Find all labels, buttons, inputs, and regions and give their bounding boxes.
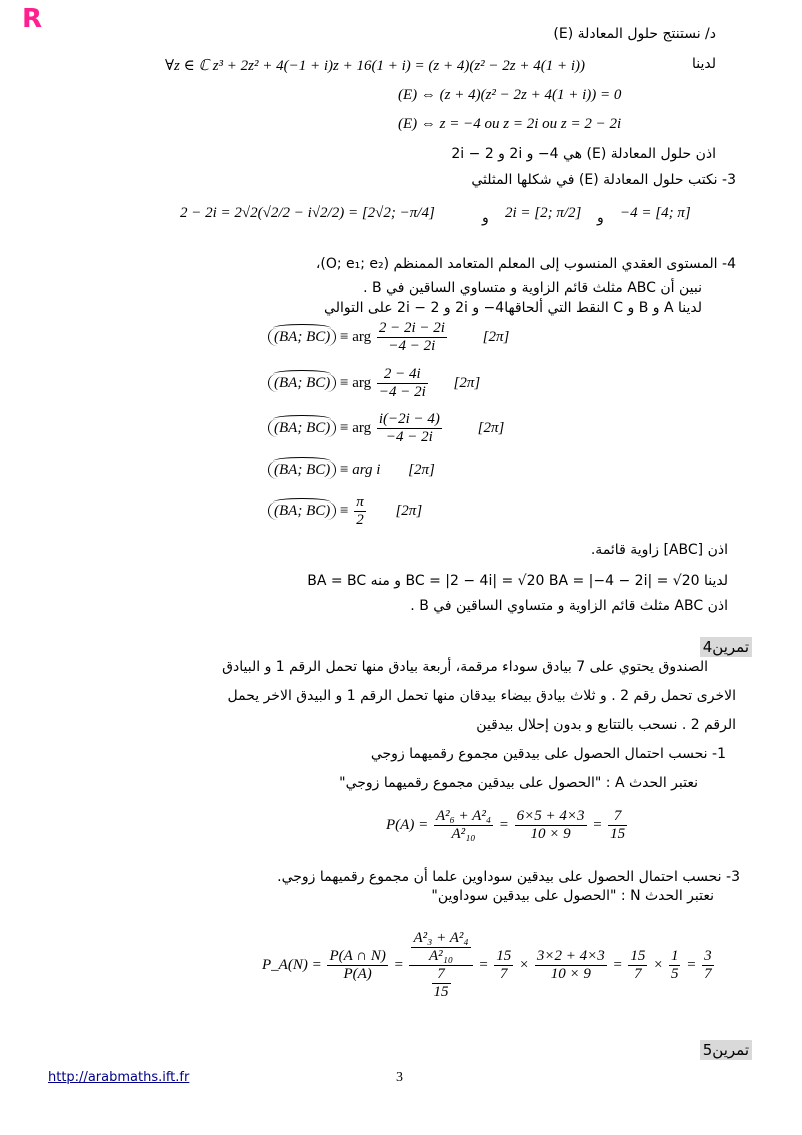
fraction: $\frac{\text{A²₆ + A²₄}}{\text{A²₁₀}}$ bbox=[435, 808, 492, 842]
fraction: $\frac{3}{7}$ bbox=[704, 948, 712, 982]
times: × bbox=[518, 956, 530, 973]
angle-row-2 bbox=[268, 366, 480, 401]
angle-label: (BA; BC) bbox=[268, 419, 336, 437]
exercise5-title: تمرين5 bbox=[700, 1040, 752, 1060]
section-d-heading: د/ نستنتج حلول المعادلة (E) bbox=[553, 26, 716, 42]
pa-lhs: P(A) = bbox=[386, 816, 429, 833]
fraction: $\frac{i(-2i - 4)}{-4 - 2i}$ bbox=[378, 411, 440, 445]
ex4-event-n: نعتبر الحدث N : "الحصول على بيدقين سوداوين" bbox=[431, 888, 714, 904]
arg-i: arg i bbox=[352, 462, 381, 478]
angle-row-1 bbox=[268, 320, 509, 355]
equals: = bbox=[393, 956, 404, 973]
trig-form-eq3: −4 = [4; π] bbox=[620, 205, 691, 221]
modulo: [2π] bbox=[408, 462, 435, 478]
conditional-prob-formula bbox=[262, 930, 716, 1001]
right-angle-statement: اذن [ABC] زاوية قائمة. bbox=[590, 542, 728, 558]
equation-equivalence-2: (E) ⇔ z = −4 ou z = 2i ou z = 2 − 2i bbox=[398, 116, 622, 132]
prob-a-formula bbox=[386, 808, 629, 843]
arg-sign: ≡ arg bbox=[339, 374, 372, 391]
section-d-prefix: لدينا bbox=[691, 56, 716, 72]
ex4-question-1: 1- نحسب احتمال الحصول على بيدقين مجموع رقميهما زوجي bbox=[370, 746, 726, 762]
conj-1: و bbox=[482, 210, 489, 226]
fraction: $\frac{\text{A²₃ + A²₄}}{\text{A²₁₀}}$ bbox=[413, 930, 469, 964]
ex4-paragraph-2: الاخرى تحمل رقم 2 . و ثلاث بيادق بيضاء بيدقان منها تحمل الرقم 1 و البيدق الاخر يحمل bbox=[227, 688, 736, 704]
congruent-sign: ≡ bbox=[339, 462, 349, 478]
compound-fraction bbox=[409, 930, 472, 1001]
fraction: $\frac{1}{5}$ bbox=[670, 948, 679, 982]
angle-row-5 bbox=[268, 494, 422, 529]
fraction: $\frac{7}{15}$ bbox=[433, 966, 449, 1000]
modulo: [2π] bbox=[477, 419, 505, 436]
logo: R bbox=[22, 4, 43, 34]
trig-form-eq2: 2i = [2; π/2] bbox=[505, 205, 582, 221]
item3-heading: 3- نكتب حلول المعادلة (E) في شكلها المثلثي bbox=[471, 172, 736, 188]
item4-points: لدينا A و B و C النقط التي ألحاقها4− و 2i و 2 − 2i على التوالي bbox=[324, 300, 702, 316]
equals: = bbox=[592, 816, 603, 833]
item4-conclusion: اذن ABC مثلث قائم الزاوية و متساوي الساقين في B . bbox=[410, 598, 728, 614]
solutions-statement: اذن حلول المعادلة (E) هي 4− و 2i و 2 − 2i bbox=[451, 146, 716, 162]
ex4-question-3: 3- نحسب احتمال الحصول على بيدقين سوداوين علما أن مجموع رقميهما زوجي. bbox=[277, 869, 740, 885]
item4-heading: 4- المستوى العقدي المنسوب إلى المعلم المتعامد الممنظم (O; e₁; e₂)، bbox=[315, 256, 736, 272]
ex4-event-a: نعتبر الحدث A : "الحصول على بيدقين مجموع رقميهما زوجي" bbox=[339, 775, 698, 791]
modulo: [2π] bbox=[482, 328, 510, 345]
fraction: $\frac{15}{7}$ bbox=[496, 948, 512, 982]
modulo: [2π] bbox=[395, 502, 423, 519]
fraction: $\frac{\pi}{2}$ bbox=[356, 494, 364, 528]
footer-link[interactable]: http://arabmaths.ift.fr bbox=[48, 1070, 190, 1085]
fraction: $\frac{15}{7}$ bbox=[630, 948, 646, 982]
angle-label: (BA; BC) bbox=[268, 461, 336, 479]
ex4-paragraph-3: الرقم 2 . نسحب بالتتابع و بدون إحلال بيدقين bbox=[476, 717, 736, 733]
fraction: $\frac{7}{15}$ bbox=[610, 808, 626, 842]
fraction: $\frac{2 - 4i}{-4 - 2i}$ bbox=[378, 366, 426, 400]
pn-lhs: P_A(N) = bbox=[262, 956, 322, 973]
exercise4-title: تمرين4 bbox=[700, 637, 752, 657]
arg-sign: ≡ arg bbox=[339, 419, 372, 436]
equation-equivalence-1: (E) ⇔ (z + 4)(z² − 2z + 4(1 + i)) = 0 bbox=[398, 87, 622, 103]
fraction: $\frac{6\times 5 + 4\times 3}{10 \times 9}$ bbox=[516, 808, 585, 842]
trig-form-eq1: 2 − 2i = 2√2(√2/2 − i√2/2) = [2√2; −π/4] bbox=[180, 205, 435, 221]
angle-row-3 bbox=[268, 411, 504, 446]
item4-goal: نبين أن ABC مثلث قائم الزاوية و متساوي الساقين في B . bbox=[363, 280, 702, 296]
lengths-line: لدينا BC = |2 − 4i| = √20 BA = |−4 − 2i| = √20 و منه BA = BC bbox=[307, 573, 728, 589]
times: × bbox=[653, 956, 664, 973]
angle-label: (BA; BC) bbox=[268, 502, 336, 520]
equals: = bbox=[612, 956, 623, 973]
arg-sign: ≡ arg bbox=[339, 328, 372, 345]
polynomial-identity: ∀z ∈ ℂ z³ + 2z² + 4(−1 + i)z + 16(1 + i) = (z + 4)(z² − 2z + 4(1 + i)) bbox=[165, 58, 586, 74]
fraction: $\frac{3\times 2 + 4\times 3}{10 \times 9}$ bbox=[536, 948, 605, 982]
conj-2: و bbox=[597, 210, 604, 226]
fraction: $\frac{P(A \cap N)}{P(A)}$ bbox=[329, 948, 386, 982]
ex4-paragraph-1: الصندوق يحتوي على 7 بيادق سوداء مرقمة، أربعة بيادق منها تحمل الرقم 1 و البيادق bbox=[222, 659, 708, 675]
angle-label: (BA; BC) bbox=[268, 328, 336, 346]
page-number: 3 bbox=[396, 1070, 403, 1085]
modulo: [2π] bbox=[453, 374, 481, 391]
equals: = bbox=[498, 816, 509, 833]
angle-row-4 bbox=[268, 461, 435, 479]
equals: = bbox=[478, 956, 489, 973]
congruent-sign: ≡ bbox=[339, 502, 349, 519]
equals: = bbox=[686, 956, 697, 973]
angle-label: (BA; BC) bbox=[268, 374, 336, 392]
fraction: $\frac{2 - 2i - 2i}{-4 - 2i}$ bbox=[378, 320, 445, 354]
